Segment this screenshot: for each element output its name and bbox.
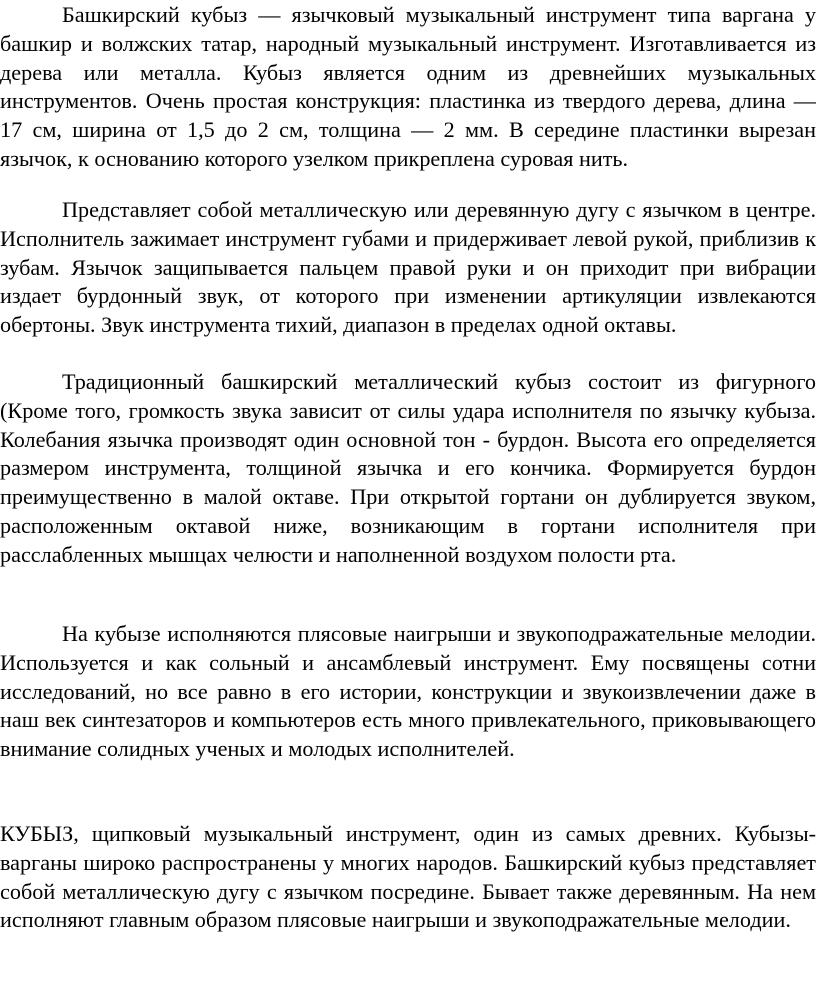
paragraph-5: КУБЫЗ, щипковый музыкальный инструмент, один из самых древних. Кубызы-варганы широко распространены у многих народов. Башкирский кубыз представляет собой металлическую дугу с язычком посредине. Бывает также деревянным. На нем исполняют главным образом плясовые наигрыши и звукоподражательные мелодии. <box>0 821 816 933</box>
paragraph-4: На кубызе исполняются плясовые наигрыши и звукоподражательные мелодии. Используется и как сольный и ансамблевый инструмент. Ему посвящены сотни исследований, но все равно в его истории, конструкции и звукоизвлечении даже в наш век синтезаторов и компьютеров есть много привлекательного, приковывающего внимание солидных ученых и молодых исполнителей. <box>0 621 816 762</box>
paragraph-2: Представляет собой металлическую или деревянную дугу с язычком в центре. Исполнитель зажимает инструмент губами и придерживает левой рукой, приблизив к зубам. Язычок защипывается пальцем правой руки и он приходит при вибрации издает бурдонный звук, от которого при изменении артикуляции извлекаются обертоны. Звук инструмента тихий, диапазон в пределах одной октавы. <box>0 197 816 338</box>
paragraph-3: Традиционный башкирский металлический кубыз состоит из фигурного (Кроме того, громкость звука зависит от силы удара исполнителя по язычку кубыза. Колебания язычка производят один основной тон - бурдон. Высота его определяется размером инструмента, толщиной язычка и его кончика. Формируется бурдон преимущественно в малой октаве. При открытой гортани он дублируется звуком, расположенным октавой ниже, возникающим в гортани исполнителя при расслабленных мышцах челюсти и наполненной воздухом полости рта. <box>0 369 816 567</box>
paragraph-1: Башкирский кубыз — язычковый музыкальный инструмент типа варгана у башкир и волжских татар, народный музыкальный инструмент. Изготавливается из дерева или металла. Кубыз является одним из древнейших музыкальных инструментов. Очень простая конструкция: пластинка из твердого дерева, длина — 17 см, ширина от 1,5 до 2 см, толщина — 2 мм. В середине пластинки вырезан язычок, к основанию которого узелком прикреплена суровая нить. <box>0 2 816 171</box>
